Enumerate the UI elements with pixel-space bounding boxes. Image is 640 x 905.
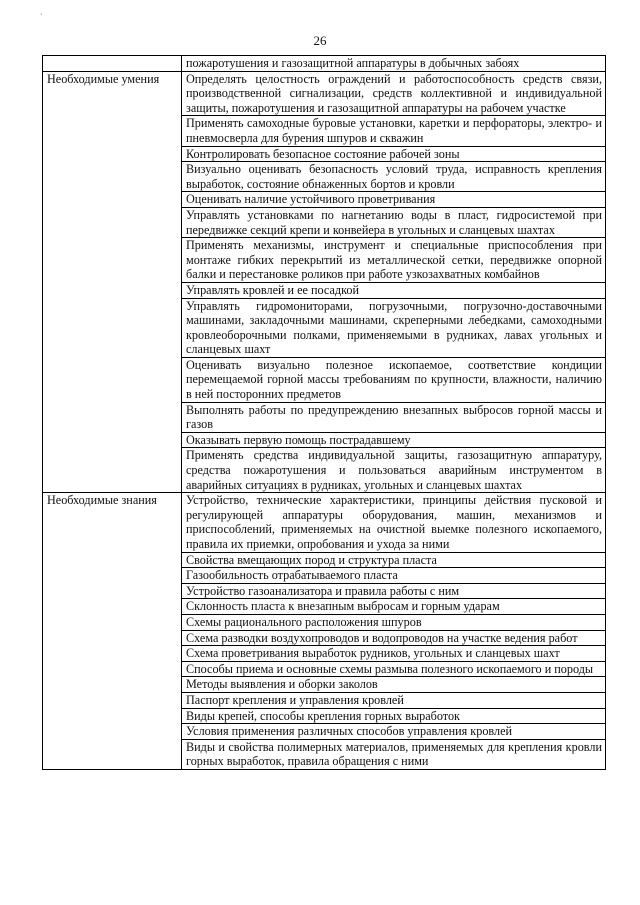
knowledge-item: Методы выявления и оборки заколов	[182, 677, 606, 693]
knowledge-item: Схемы рационального расположения шпуров	[182, 614, 606, 630]
competency-table	[42, 55, 606, 770]
skill-item: Управлять гидромониторами, погрузочными, погрузочно-доставочными машинами, закладочными машинами, скреперными лебедками, самоходными кровлеоборочными полками, применяемыми в рудниках, лавах угольных и сланцевых шахт	[182, 298, 606, 357]
knowledge-item: Устройство газоанализатора и правила работы с ним	[182, 583, 606, 599]
skill-item: Применять самоходные буровые установки, каретки и перфораторы, электро- и пневмосверла для бурения шпуров и скважин	[182, 116, 606, 146]
skill-item: Управлять установками по нагнетанию воды в пласт, гидросистемой при передвижке секций крепи и конвейера в угольных и сланцевых шахтах	[182, 207, 606, 237]
knowledge-item: Склонность пласта к внезапным выбросам и горным ударам	[182, 599, 606, 615]
table-row	[43, 493, 606, 552]
scan-mark: ·	[40, 10, 43, 19]
skill-item: Оказывать первую помощь пострадавшему	[182, 432, 606, 448]
knowledge-item: Виды и свойства полимерных материалов, применяемых для крепления кровли горных выработок, правила обращения с ними	[182, 739, 606, 769]
skill-item: Управлять кровлей и ее посадкой	[182, 282, 606, 298]
page-number: 26	[313, 33, 327, 48]
table-body	[43, 56, 606, 770]
skill-item: Выполнять работы по предупреждению внезапных выбросов горной массы и газов	[182, 402, 606, 432]
skills-label: Необходимые умения	[43, 71, 182, 493]
skill-item: Контролировать безопасное состояние рабочей зоны	[182, 146, 606, 162]
skill-item: Оценивать наличие устойчивого проветривания	[182, 192, 606, 208]
knowledge-item: Паспорт крепления и управления кровлей	[182, 692, 606, 708]
empty-label-cell	[43, 56, 182, 72]
skill-item: Оценивать визуально полезное ископаемое, соответствие кондиции перемещаемой горной массы требованиям по крупности, влажности, наличию в ней посторонних предметов	[182, 357, 606, 402]
knowledge-item: Схема проветривания выработок рудников, угольных и сланцевых шахт	[182, 646, 606, 662]
knowledge-item: Газообильность отрабатываемого пласта	[182, 568, 606, 584]
knowledge-item: Виды крепей, способы крепления горных выработок	[182, 708, 606, 724]
table-row	[43, 71, 606, 116]
knowledge-item: Свойства вмещающих пород и структура пласта	[182, 552, 606, 568]
knowledge-item: Устройство, технические характеристики, принципы действия пусковой и регулирующей аппаратуры оборудования, машин, механизмов и приспособлений, применяемых на очистной выемке полезного ископаемого, правила их приемки, опробования и ухода за ними	[182, 493, 606, 552]
knowledge-label: Необходимые знания	[43, 493, 182, 770]
skill-item: Визуально оценивать безопасность условий труда, исправность крепления выработок, состояние обнаженных бортов и кровли	[182, 162, 606, 192]
knowledge-item: Условия применения различных способов управления кровлей	[182, 724, 606, 740]
continuation-row	[43, 56, 606, 72]
skill-item: Определять целостность ограждений и работоспособность средств связи, производственной сигнализации, средств коллективной и индивидуальной защиты, пожаротушения и газозащитной аппаратуры на рабочем участке	[182, 71, 606, 116]
knowledge-item: Способы приема и основные схемы размыва полезного ископаемого и породы	[182, 661, 606, 677]
knowledge-item: Схема разводки воздухопроводов и водопроводов на участке ведения работ	[182, 630, 606, 646]
continuation-cell: пожаротушения и газозащитной аппаратуры в добычных забоях	[182, 56, 606, 72]
skill-item: Применять средства индивидуальной защиты, газозащитную аппаратуру, средства пожаротушения и пользоваться аварийным инструментом в аварийных ситуациях в рудниках, угольных и сланцевых шахтах	[182, 448, 606, 493]
skill-item: Применять механизмы, инструмент и специальные приспособления при монтаже гибких перекрытий из металлической сетки, передвижке опорной балки и перестановке роликов при работе узкозахватных комбайнов	[182, 238, 606, 283]
